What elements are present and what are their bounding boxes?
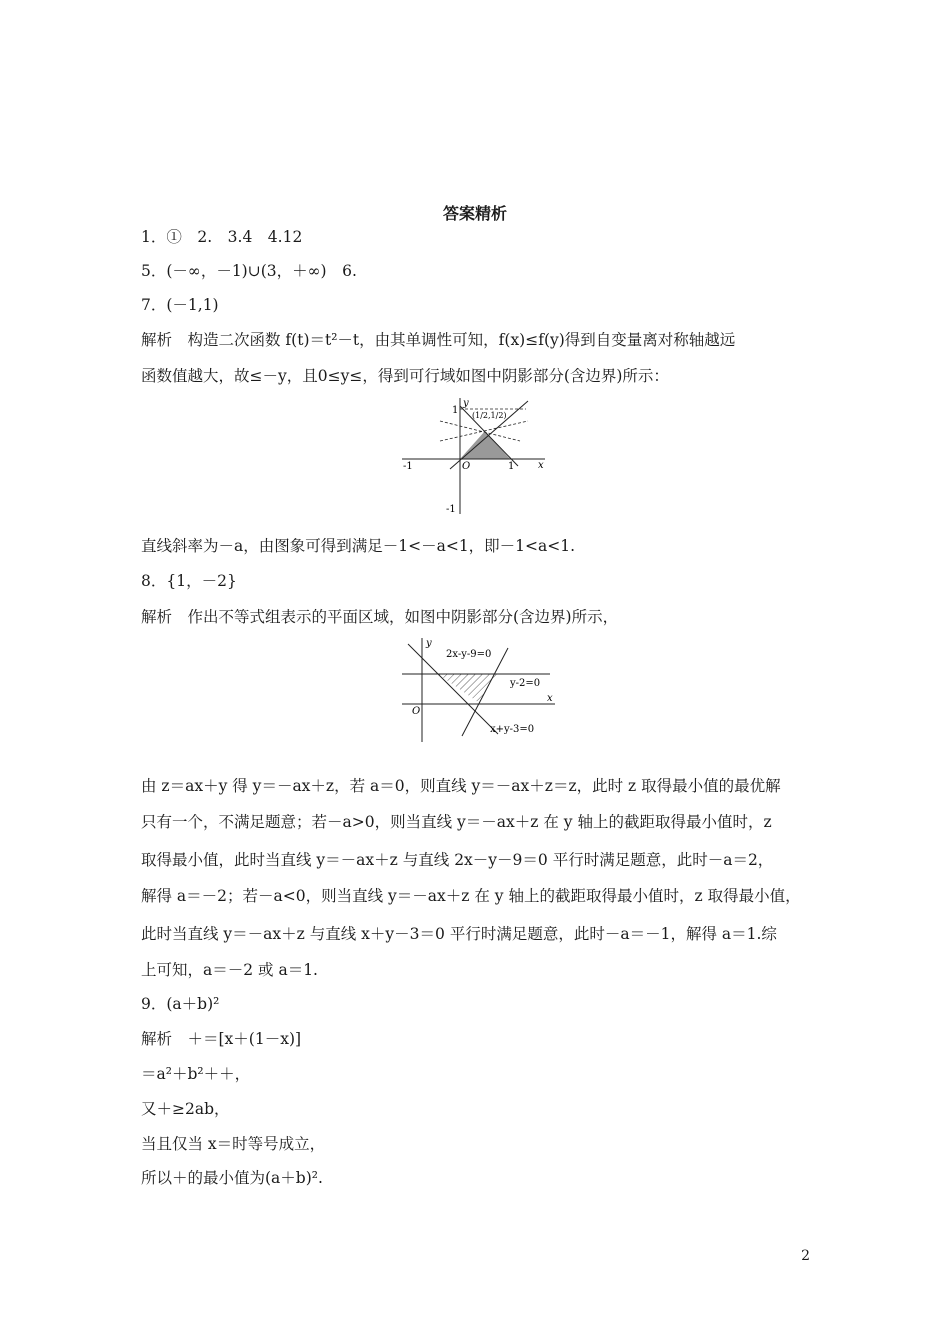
fig1-origin: O <box>462 461 471 472</box>
fig1-tick-x-pos: 1 <box>508 461 515 472</box>
analysis-9-line-5: 所以＋的最小值为(a＋b)². <box>141 1169 323 1187</box>
fig1-y-label: y <box>463 398 469 409</box>
analysis-8-line-2: 由 z＝ax＋y 得 y＝－ax＋z，若 a＝0，则直线 y＝－ax＋z＝z，此时 z 取得最小值的最优解 <box>141 777 781 795</box>
shaded-region <box>460 431 510 459</box>
analysis-8-line-3: 只有一个，不满足题意；若－a>0，则当直线 y＝－ax＋z 在 y 轴上的截距取得最小值时，z <box>141 813 772 831</box>
page-title: 答案精析 <box>442 204 507 223</box>
hatched-region <box>438 674 498 702</box>
fig2-line1-label: 2x-y-9=0 <box>446 649 492 660</box>
analysis-9-line-4: 当且仅当 x＝时等号成立， <box>141 1135 326 1153</box>
answer-line-8: 8．{1，－2} <box>141 572 237 590</box>
analysis-9-line-1: 解析 ＋＝[x＋(1－x)] <box>141 1030 302 1048</box>
answer-line-1: 1．① 2. 3.4 4.12 <box>141 228 303 246</box>
answer-line-2: 5．(－∞，－1)∪(3，＋∞) 6. <box>141 262 357 280</box>
fig2-line3-label: x+y-3=0 <box>490 724 535 735</box>
answer-line-9: 9．(a＋b)² <box>141 995 220 1013</box>
analysis-9-line-3: 又＋≥2ab， <box>141 1100 230 1118</box>
analysis-8-line-5: 解得 a＝－2；若－a<0，则当直线 y＝－ax＋z 在 y 轴上的截距取得最小值时，z 取得最小值， <box>141 887 801 905</box>
figure-feasible-region-2 <box>400 636 560 744</box>
analysis-9-line-2: ＝a²＋b²＋＋， <box>141 1065 251 1083</box>
fig1-tick-y-neg: -1 <box>446 504 456 515</box>
figure-feasible-region-1 <box>400 396 550 520</box>
fig1-vertex-label: (1/2,1/2) <box>472 411 507 420</box>
analysis-8-line-7: 上可知，a＝－2 或 a＝1. <box>141 961 318 979</box>
fig1-tick-y-pos: 1 <box>452 405 459 416</box>
fig1-tick-x-neg: -1 <box>403 461 413 472</box>
fig1-x-label: x <box>538 460 544 471</box>
fig2-x-label: x <box>547 693 553 704</box>
analysis-7-line-3: 直线斜率为－a，由图象可得到满足－1<－a<1，即－1<a<1. <box>141 537 576 555</box>
fig2-y-label: y <box>426 638 432 649</box>
fig2-line2-label: y-2=0 <box>510 678 541 689</box>
analysis-7-line-1: 解析 构造二次函数 f(t)＝t²－t，由其单调性可知，f(x)≤f(y)得到自变量离对称轴越远 <box>141 331 736 349</box>
analysis-7-line-2: 函数值越大，故≤－y，且0≤y≤，得到可行域如图中阴影部分(含边界)所示： <box>141 367 669 385</box>
analysis-8-line-6: 此时当直线 y＝－ax＋z 与直线 x＋y－3＝0 平行时满足题意，此时－a＝－1，解得 a＝1.综 <box>141 925 777 943</box>
fig2-origin: O <box>412 706 421 717</box>
page-number: 2 <box>801 1248 810 1264</box>
analysis-8-line-4: 取得最小值，此时当直线 y＝－ax＋z 与直线 2x－y－9＝0 平行时满足题意，此时－a＝2， <box>141 851 774 869</box>
analysis-8-line-1: 解析 作出不等式组表示的平面区域，如图中阴影部分(含边界)所示， <box>141 608 619 626</box>
answer-line-3: 7．(－1,1) <box>141 296 219 314</box>
